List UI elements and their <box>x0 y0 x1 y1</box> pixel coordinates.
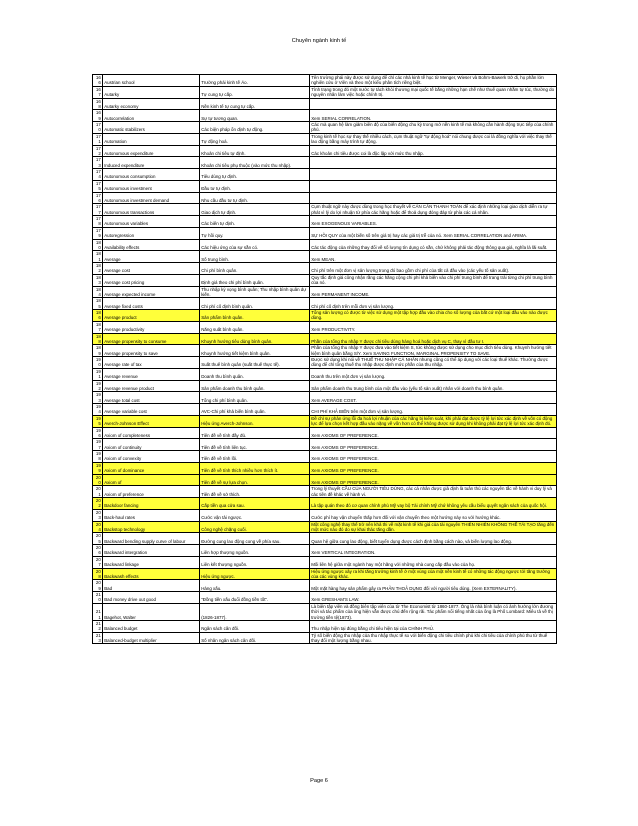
table-row <box>93 392 557 404</box>
row-number-cell: 192 <box>93 380 103 392</box>
row-number-cell: 213 <box>93 632 103 644</box>
table-row <box>93 157 557 169</box>
translation-cell: Ngân sách cân đối. <box>200 620 310 632</box>
table-row <box>93 498 557 510</box>
translation-cell: Sản phẩm bình quân. <box>200 310 310 322</box>
term-cell: Autonomous consumption <box>103 169 200 181</box>
term-cell: Axiom of preference <box>103 486 200 498</box>
term-cell: Backdoor fancing <box>103 498 200 510</box>
translation-cell: Các biến tự định. <box>200 216 310 228</box>
translation-cell: Thu nhập kỳ vọng bình quân; Thu nhập bình quân dự kiến. <box>200 286 310 298</box>
table-row <box>93 592 557 604</box>
term-cell: Autonomous investment <box>103 180 200 192</box>
term-cell: Average revenue product <box>103 380 200 392</box>
description-cell <box>310 180 557 192</box>
row-number-cell: 179 <box>93 227 103 239</box>
translation-cell: Liên hợp thượng nguồn. <box>200 545 310 557</box>
term-cell: Axiom of dominance <box>103 462 200 474</box>
table-row <box>93 216 557 228</box>
translation-cell: Khoản chi tiêu tự định. <box>200 145 310 157</box>
table-row <box>93 404 557 416</box>
term-cell: Axiom of completeness <box>103 427 200 439</box>
translation-cell: AVC-Chi phí khả biến bình quân. <box>200 404 310 416</box>
term-cell: Average variable cost <box>103 404 200 416</box>
translation-cell: Tự hồi quy. <box>200 227 310 239</box>
term-cell: Backward intergration <box>103 545 200 557</box>
description-cell: Phần của tổng thu nhập Y được chi tiêu dùng hàng hoá hoặc dịch vụ C, thay vì đầu tư I. <box>310 333 557 345</box>
translation-cell: Khuynh hướng tiết kiệm bình quân. <box>200 345 310 357</box>
translation-cell: Chi phí cố định bình quân. <box>200 298 310 310</box>
description-cell: Xem MEAN. <box>310 251 557 263</box>
glossary-table <box>92 74 557 644</box>
row-number-cell: 199 <box>93 462 103 474</box>
description-cell: Các mà quan hệ làm giảm biên độ của biến động chu kỳ trong mở nền kinh tế mà không cần hành động trực tiếp của chính phủ. <box>310 122 557 134</box>
translation-cell: Hiệu ứng Averch-Johnson. <box>200 415 310 427</box>
translation-cell: Nền kinh tế tự cung tự cấp. <box>200 98 310 110</box>
table-row <box>93 263 557 275</box>
translation-cell: Tự cung tự cấp. <box>200 86 310 98</box>
translation-cell: Giao dịch tự định. <box>200 204 310 216</box>
row-number-cell: 201 <box>93 486 103 498</box>
table-row <box>93 462 557 474</box>
term-cell: Average rate of tax <box>103 357 200 369</box>
table-row <box>93 603 557 620</box>
translation-cell: Khuynh hướng tiêu dùng bình quân. <box>200 333 310 345</box>
translation-cell: Nhu cầu đầu tư tự định. <box>200 192 310 204</box>
row-number-cell: 207 <box>93 556 103 568</box>
row-number-cell: 206 <box>93 545 103 557</box>
table-row <box>93 415 557 427</box>
description-cell: Xem VERTICAL INTEGRATION. <box>310 545 557 557</box>
row-number-cell: 177 <box>93 204 103 216</box>
translation-cell: Đầu tư tự định. <box>200 180 310 192</box>
table-row <box>93 357 557 369</box>
term-cell: Axiom of convexity <box>103 451 200 463</box>
term-cell: Average <box>103 251 200 263</box>
row-number-cell: 180 <box>93 239 103 251</box>
table-row <box>93 545 557 557</box>
row-number-cell: 189 <box>93 345 103 357</box>
translation-cell: Doanh thu bình quân. <box>200 368 310 380</box>
description-cell: Cụm thuật ngữ này được dùng trong học thuyết về CÁN CÂN THANH TOÁN để xác định những loại giao dịch diễn ra tự phát vì lý do lợi nhuận từ phía các hãng hoặc để thoả dụng đóng đáp từ phía các cá nhân. <box>310 204 557 216</box>
term-cell: Average product <box>103 310 200 322</box>
row-number-cell: 167 <box>93 86 103 98</box>
description-cell: Trong kinh tế học sự thay thế nhiều cách, cụm thuật ngữ "tự động hoá" nói chung được coi là đồng nghĩa với việc thay thế lao động bằng máy trình tự động. <box>310 133 557 145</box>
table-row <box>93 251 557 263</box>
row-number-cell: 185 <box>93 298 103 310</box>
description-cell <box>310 98 557 110</box>
row-number-cell: 204 <box>93 521 103 533</box>
translation-cell: "Đồng tiền xấu đuổi đồng tiền tốt". <box>200 592 310 604</box>
row-number-cell: 170 <box>93 122 103 134</box>
description-cell: CHI PHÍ KHẢ BIẾN trên một đơn vị sản lượng. <box>310 404 557 416</box>
table-row <box>93 580 557 592</box>
table-row <box>93 98 557 110</box>
table-row <box>93 180 557 192</box>
page-footer: Page 6 <box>310 778 328 784</box>
description-cell: Quan hệ giữa cung lao động, biết tuyển dụng được cách định bằng cách nào, và biến lượng lao động. <box>310 533 557 545</box>
description-cell: Doanh thu trên một đơn vị sản lượng. <box>310 368 557 380</box>
description-cell: Xem EXOGENOUS VARIABLES. <box>310 216 557 228</box>
description-cell: Chi phí trên một đơn vị sản lượng trong đó bao gồm chi phí của tất cả đầu vào (các yếu tố sản xuất). <box>310 263 557 275</box>
description-cell: Cước phí hay vận chuyển thấp hơn đối với vận chuyển theo một hướng này so với hướng khác. <box>310 509 557 521</box>
description-cell: Xem AXIOMS OF PREFERENCE. <box>310 439 557 451</box>
row-number-cell: 197 <box>93 439 103 451</box>
table-row <box>93 204 557 216</box>
translation-cell: Tiên đề về tính lồi. <box>200 451 310 463</box>
row-number-cell: 203 <box>93 509 103 521</box>
term-cell: Balanced-budget multiplier <box>103 632 200 644</box>
table-row <box>93 620 557 632</box>
row-number-cell: 190 <box>93 357 103 369</box>
description-cell: Tên trường phái này được sử dụng để chỉ các nhà kinh tế học từ Menger, Wieser và Bohm-Bawerk trở đi, họ phần lớn nghiên cứu ở Viên và theo một kiểu phân tích riêng biệt. <box>310 75 557 87</box>
row-number-cell: 172 <box>93 145 103 157</box>
table-row <box>93 192 557 204</box>
translation-cell: Suất thuế bình quân (suất thuế thực tế). <box>200 357 310 369</box>
translation-cell: Tiên đề về sở thích. <box>200 486 310 498</box>
translation-cell: Liên kết thượng nguồn. <box>200 556 310 568</box>
row-number-cell: 169 <box>93 110 103 122</box>
table-row <box>93 86 557 98</box>
description-cell: Thu nhập hiện tại đúng bằng chi tiêu hiện tại của CHÍNH PHỦ. <box>310 620 557 632</box>
row-number-cell: 181 <box>93 251 103 263</box>
term-cell: Induced expenditure <box>103 157 200 169</box>
translation-cell: Năng suất bình quân. <box>200 321 310 333</box>
term-cell: Autocorrelation <box>103 110 200 122</box>
term-cell: Back-haul rates <box>103 509 200 521</box>
row-number-cell: 178 <box>93 216 103 228</box>
row-number-cell: 173 <box>93 157 103 169</box>
translation-cell: Tiêu dùng tự định. <box>200 169 310 181</box>
description-cell: Các tác động của những thay đổi về số lượng tín dụng có sẵn, chứ không phải tác động thông qua giá, nghĩa là lãi suất. <box>310 239 557 251</box>
row-number-cell: 211 <box>93 603 103 620</box>
row-number-cell: 186 <box>93 310 103 322</box>
table-row <box>93 110 557 122</box>
description-cell: Phần của tổng thu nhập Y được đưa vào tiết kiệm S, tức không được sử dụng cho mục đích tiêu dùng. Khuynh hướng tiết kiệm bình quân bằng S/Y. Xem SAVING FUNCTION, MARGINAL PROPENSITY TO SAVE. <box>310 345 557 357</box>
term-cell: Autarky <box>103 86 200 98</box>
description-cell: Tình trạng trong đó một nước tự tách khỏi thương mại quốc tế bằng những hạn chế như thuế quan nhằm tự túc, thường do nguyên nhân làm việc hoặc chính trị. <box>310 86 557 98</box>
table-row <box>93 380 557 392</box>
description-cell: Xem AVERAGE COST. <box>310 392 557 404</box>
term-cell: Averch-Johnson Effect <box>103 415 200 427</box>
translation-cell: Hiệu ứng ngược. <box>200 568 310 580</box>
table-row <box>93 521 557 533</box>
description-cell: Một công nghệ thay thế trở nên khả thi về mặt kinh tế khi giá của tài nguyên THIÊN NHIÊN KHÔNG THỂ TÁI TẠO tăng đến một mức nào đó do sự khai thác tăng dần. <box>310 521 557 533</box>
table-row <box>93 533 557 545</box>
row-number-cell: 184 <box>93 286 103 298</box>
term-cell: Average propensity to save <box>103 345 200 357</box>
term-cell: Autarky economy <box>103 98 200 110</box>
term-cell: Average revenue <box>103 368 200 380</box>
description-cell: Là biên tập viên và đồng biên tập viên của tờ The Economist từ 1860-1877. Ông là nhà bình luận có ảnh hưởng lớn đương thời và tác phẩm của ông hiện vẫn được chú đến rộng rãi. Tác phẩm nổi tiếng nhất của ông là Phố Lombard: Miêu tả về thị trường tiền tệ(1873). <box>310 603 557 620</box>
translation-cell: Định giá theo chi phí bình quân. <box>200 274 310 286</box>
term-cell: Average fixed costs <box>103 298 200 310</box>
row-number-cell: 195 <box>93 415 103 427</box>
term-cell: Autonomous variables <box>103 216 200 228</box>
row-number-cell: 175 <box>93 180 103 192</box>
translation-cell: Sự tự tương quan. <box>200 110 310 122</box>
table-row <box>93 321 557 333</box>
row-number-cell: 188 <box>93 333 103 345</box>
term-cell: Autonomous investment demand <box>103 192 200 204</box>
term-cell: Balanced budget <box>103 620 200 632</box>
description-cell: Là tập quán theo đó cơ quan chính phủ Mỹ vay bộ Tài chính Mỹ chứ không yêu cầu biểu quyết ngân sách của quốc hội. <box>310 498 557 510</box>
row-number-cell: 187 <box>93 321 103 333</box>
row-number-cell: 202 <box>93 498 103 510</box>
translation-cell: Cấp tiền qua cửa sau. <box>200 498 310 510</box>
term-cell: Average expected income <box>103 286 200 298</box>
table-row <box>93 133 557 145</box>
description-cell: Chi phí cố định trên mỗi đơn vị sản lượng. <box>310 298 557 310</box>
table-row <box>93 368 557 380</box>
table-row <box>93 486 557 498</box>
row-number-cell: 205 <box>93 533 103 545</box>
description-cell: Xem AXIOMS OF PREFERENCE. <box>310 427 557 439</box>
term-cell: Backstop technology <box>103 521 200 533</box>
translation-cell: Cước vận tải ngược. <box>200 509 310 521</box>
description-cell: Mối liên hệ giữa một ngành hay một hãng với những nhà cung cấp đầu vào của họ. <box>310 556 557 568</box>
description-cell: Trong lý thuyết CẦU CỦA NGƯỜI TIÊU DÙNG, các cá nhân được giả định là tuân thủ các nguyên tắc về hành vi duy lý và các tiên đề khác về hành vi. <box>310 486 557 498</box>
table-row <box>93 122 557 134</box>
description-cell: Xem AXIOMS OF PREFERENCE. <box>310 462 557 474</box>
translation-cell: Khoản chi tiêu phụ thuộc (vào mức thu nhập). <box>200 157 310 169</box>
translation-cell: Trường phái kinh tế Áo. <box>200 75 310 87</box>
translation-cell: Sản phẩm doanh thu bình quân. <box>200 380 310 392</box>
description-cell: Xem SERIAL CORRELATION. <box>310 110 557 122</box>
description-cell <box>310 192 557 204</box>
page-header: Chuyên ngành kinh tế <box>291 38 347 44</box>
term-cell: Autonomous expenditure <box>103 145 200 157</box>
term-cell: Bad <box>103 580 200 592</box>
translation-cell: (1826-1877). <box>200 603 310 620</box>
translation-cell: Các hiệu ứng của sự sẵn có. <box>200 239 310 251</box>
row-number-cell: 174 <box>93 169 103 181</box>
row-number-cell: 194 <box>93 404 103 416</box>
table-row <box>93 509 557 521</box>
term-cell: Average cost pricing <box>103 274 200 286</box>
table-row <box>93 439 557 451</box>
description-cell: Sản phẩm doanh thu trung bình của một đầu vào (yếu tố sản xuất) nhân với doanh thu bình quân. <box>310 380 557 392</box>
term-cell: Average productivity <box>103 321 200 333</box>
table-row <box>93 632 557 644</box>
term-cell: Average cost <box>103 263 200 275</box>
term-cell: Average propensity to consume <box>103 333 200 345</box>
table-row <box>93 145 557 157</box>
translation-cell: Tổng chi phí bình quân. <box>200 392 310 404</box>
translation-cell: Tiên đề về sự lựa chọn. <box>200 474 310 486</box>
description-cell: Tỷ số biến động thu nhập của thu nhập thực tế so với biến động chi tiêu chính phủ khi chi tiêu của chính phủ thu từ thuế thay đổi một lượng bằng nhau. <box>310 632 557 644</box>
row-number-cell: 196 <box>93 427 103 439</box>
row-number-cell: 168 <box>93 98 103 110</box>
description-cell: Xem AXIOMS OF PREFERENCE. <box>310 451 557 463</box>
row-number-cell: 171 <box>93 133 103 145</box>
table-row <box>93 568 557 580</box>
description-cell <box>310 169 557 181</box>
description-cell: Xem PERMANENT INCOME. <box>310 286 557 298</box>
translation-cell: Hàng xấu. <box>200 580 310 592</box>
term-cell: Backward bending supply curve of labour <box>103 533 200 545</box>
row-number-cell: 176 <box>93 192 103 204</box>
description-cell <box>310 157 557 169</box>
description-cell: Được sử dụng khi nói về THUẾ THU NHẬP CÁ NHÂN nhưng cũng có thể áp dụng với các loại thuế khác. Thường được dùng để chỉ tổng thuế thu nhập được định mức phần của thu nhập. <box>310 357 557 369</box>
row-number-cell: 183 <box>93 274 103 286</box>
term-cell: Autoregression <box>103 227 200 239</box>
term-cell: Average total cost <box>103 392 200 404</box>
table-row <box>93 345 557 357</box>
term-cell: Backwash effects <box>103 568 200 580</box>
row-number-cell: 212 <box>93 620 103 632</box>
description-cell: Các khoản chi tiêu được coi là độc lập với mức thu nhập. <box>310 145 557 157</box>
term-cell: Availability effects <box>103 239 200 251</box>
term-cell: Austrian school <box>103 75 200 87</box>
term-cell: Automatic stabilizers <box>103 122 200 134</box>
table-row <box>93 556 557 568</box>
term-cell: Axiom of <box>103 474 200 486</box>
table-row <box>93 274 557 286</box>
term-cell: Backward linkage <box>103 556 200 568</box>
translation-cell: Tiên đề về tính thích nhiều hơn thích ít. <box>200 462 310 474</box>
table-row <box>93 227 557 239</box>
description-cell: Xem GRESHAM'S LAW. <box>310 592 557 604</box>
description-cell: Quy tắc định giá công nhận rằng các hãng cộng chi phí khả biến vào chi phí trung bình để trang trải từng chi phí trung bình của nó. <box>310 274 557 286</box>
description-cell: Xem PRODUCTIVITY. <box>310 321 557 333</box>
description-cell: Hiệu ứng ngược xảy ra khi tăng trưởng kinh tế ở một vùng của một nền kinh tế có những tác động ngược tới tăng trưởng của các vùng khác. <box>310 568 557 580</box>
table-row <box>93 75 557 87</box>
term-cell: Autonomous transactions <box>103 204 200 216</box>
description-cell: Tổng sản lượng có được từ việc sử dụng một tập hợp đầu vào chia cho số lượng của bất cứ một loại đầu vào nào được dùng. <box>310 310 557 322</box>
term-cell: Bagehot, Walter <box>103 603 200 620</box>
table-row <box>93 239 557 251</box>
term-cell: Bad money drive out good <box>103 592 200 604</box>
translation-cell: Đường cung lao động cong về phía sau. <box>200 533 310 545</box>
description-cell: Một mặt hàng hay sản phẩm gây ra PHẢN THOẢ DỤNG đối với người tiêu dùng. (Xem EXTERNALITY). <box>310 580 557 592</box>
row-number-cell: 208 <box>93 568 103 580</box>
translation-cell: Công nghệ chặng cuối. <box>200 521 310 533</box>
table-row <box>93 427 557 439</box>
translation-cell: Tiên đề về tính đầy đủ. <box>200 427 310 439</box>
description-cell: Xem AXIOMS OF PREFERENCE. <box>310 474 557 486</box>
translation-cell: Số nhân ngân sách cân đối. <box>200 632 310 644</box>
row-number-cell: 200 <box>93 474 103 486</box>
translation-cell: Các biện pháp ổn định tự động. <box>200 122 310 134</box>
term-cell: Automation <box>103 133 200 145</box>
translation-cell: Số trung bình. <box>200 251 310 263</box>
table-row <box>93 474 557 486</box>
row-number-cell: 182 <box>93 263 103 275</box>
row-number-cell: 198 <box>93 451 103 463</box>
glossary-body <box>93 75 557 644</box>
translation-cell: Chi phí bình quân. <box>200 263 310 275</box>
table-row <box>93 169 557 181</box>
row-number-cell: 166 <box>93 75 103 87</box>
row-number-cell: 193 <box>93 392 103 404</box>
row-number-cell: 210 <box>93 592 103 604</box>
table-row <box>93 310 557 322</box>
term-cell: Axiom of continuity <box>103 439 200 451</box>
table-row <box>93 298 557 310</box>
description-cell: SỰ HỒI QUY của một biến số trên giá trị hay các giá trị trễ của nó. Xem SERIAL CORRELATION and ARIMA. <box>310 227 557 239</box>
table-row <box>93 286 557 298</box>
row-number-cell: 209 <box>93 580 103 592</box>
translation-cell: Tiên đề về tính liên tục. <box>200 439 310 451</box>
description-cell: Đề chỉ sự phản ứng lỗi đa hoá lợi nhuận của các hãng bị kiểm soát, khi phải đạt được tỷ lệ lợi tức xác định về vốn có động lực để lựa chọn kết hợp đầu vào nặng về vốn hơn có thể không được sử dụng khi không phải đạt tỷ lệ lợi tức xác định đó. <box>310 415 557 427</box>
table-row <box>93 451 557 463</box>
translation-cell: Tự động hoá. <box>200 133 310 145</box>
row-number-cell: 191 <box>93 368 103 380</box>
table-row <box>93 333 557 345</box>
